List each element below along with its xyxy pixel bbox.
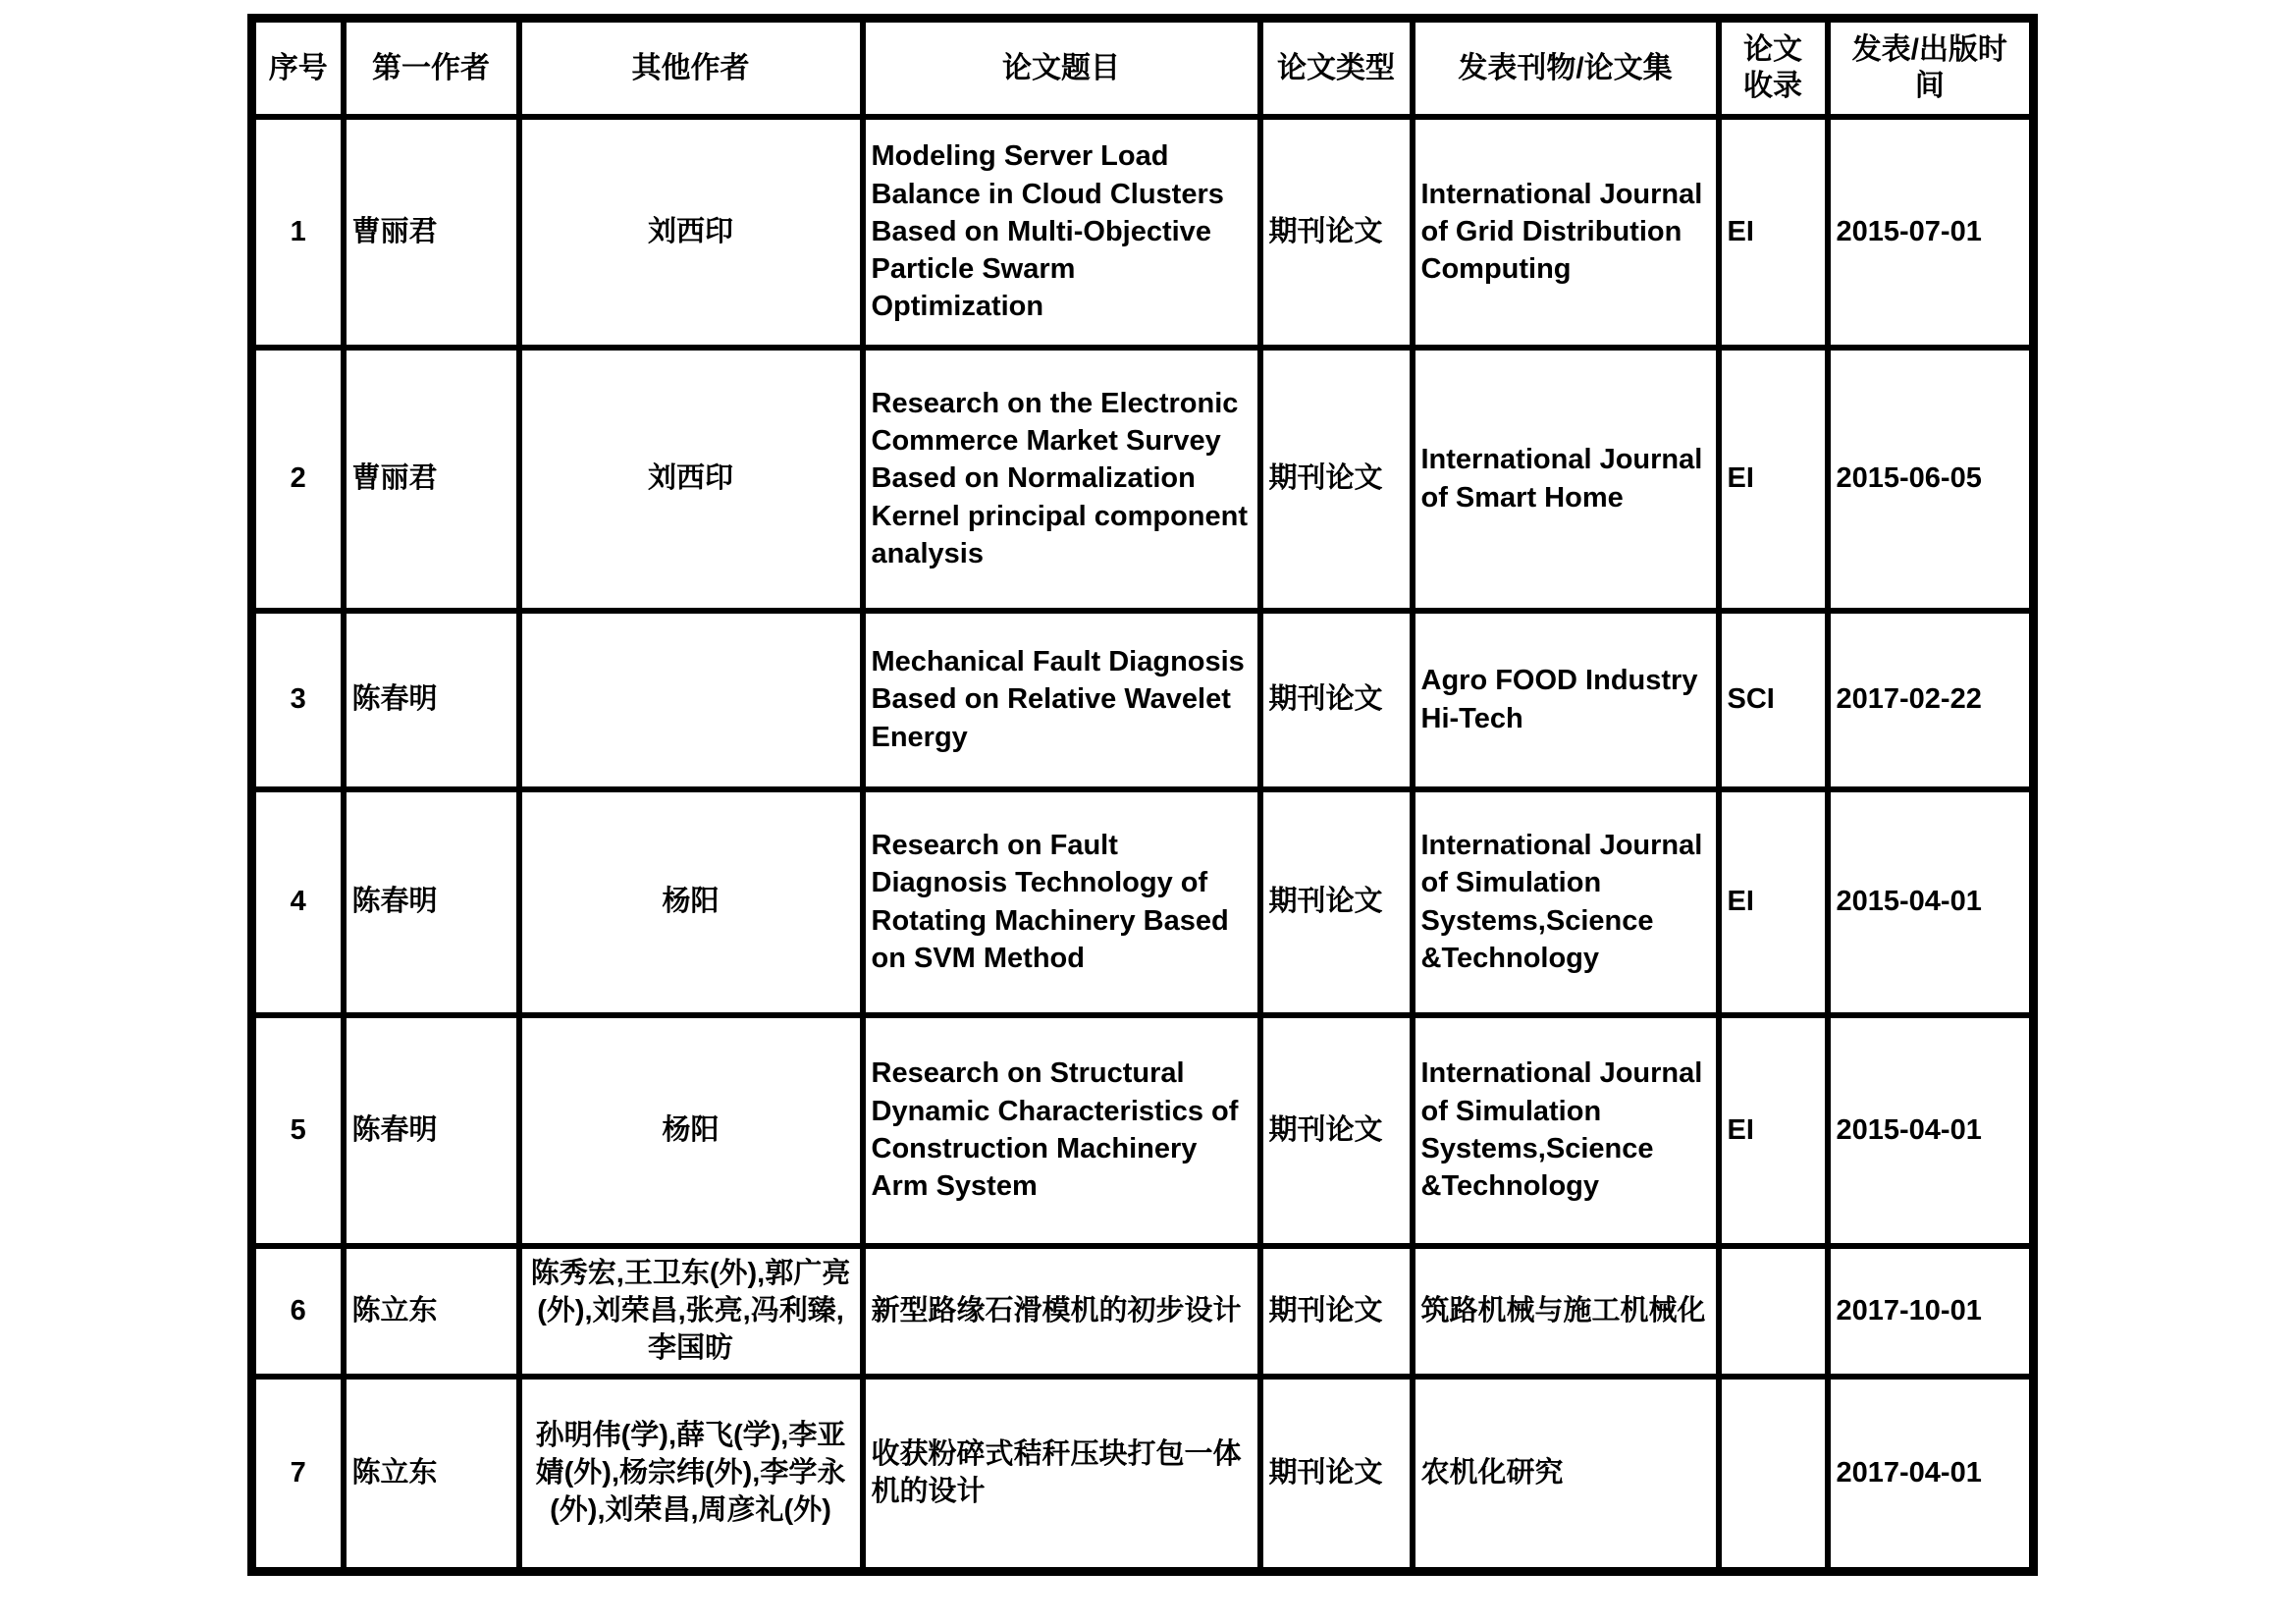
- table-row: [252, 117, 2034, 348]
- cell-seq: 3: [252, 611, 344, 789]
- cell-type: 期刊论文: [1260, 117, 1413, 348]
- cell-seq: 1: [252, 117, 344, 348]
- cell-first-author: 陈春明: [344, 789, 519, 1015]
- cell-title: 收获粉碎式秸秆压块打包一体机的设计: [863, 1377, 1260, 1572]
- column-header-first-author: 第一作者: [344, 19, 519, 117]
- cell-index: EI: [1719, 117, 1828, 348]
- cell-index: [1719, 1377, 1828, 1572]
- cell-title: Modeling Server Load Balance in Cloud Clusters Based on Multi-Objective Particle Swarm Optimization: [863, 117, 1260, 348]
- cell-title: 新型路缘石滑模机的初步设计: [863, 1246, 1260, 1377]
- cell-other-authors: [519, 611, 863, 789]
- cell-seq: 6: [252, 1246, 344, 1377]
- cell-type: 期刊论文: [1260, 611, 1413, 789]
- publications-table: [247, 14, 2038, 1576]
- column-header-date: 发表/出版时间: [1828, 19, 2034, 117]
- cell-date: 2015-04-01: [1828, 1015, 2034, 1246]
- cell-index: EI: [1719, 789, 1828, 1015]
- cell-journal: 农机化研究: [1413, 1377, 1719, 1572]
- column-header-journal: 发表刊物/论文集: [1413, 19, 1719, 117]
- cell-date: 2017-02-22: [1828, 611, 2034, 789]
- table-row: [252, 1377, 2034, 1572]
- column-header-other-authors: 其他作者: [519, 19, 863, 117]
- cell-type: 期刊论文: [1260, 348, 1413, 611]
- cell-other-authors: 陈秀宏,王卫东(外),郭广亮(外),刘荣昌,张亮,冯利臻,李国昉: [519, 1246, 863, 1377]
- column-header-type: 论文类型: [1260, 19, 1413, 117]
- cell-other-authors: 杨阳: [519, 789, 863, 1015]
- cell-type: 期刊论文: [1260, 1015, 1413, 1246]
- table-row: [252, 1246, 2034, 1377]
- cell-other-authors: 杨阳: [519, 1015, 863, 1246]
- cell-other-authors: 刘西印: [519, 348, 863, 611]
- cell-title: Research on the Electronic Commerce Market Survey Based on Normalization Kernel principal component analysis: [863, 348, 1260, 611]
- cell-journal: International Journal of Grid Distribution Computing: [1413, 117, 1719, 348]
- cell-date: 2015-07-01: [1828, 117, 2034, 348]
- cell-first-author: 陈春明: [344, 611, 519, 789]
- cell-title: Research on Fault Diagnosis Technology of Rotating Machinery Based on SVM Method: [863, 789, 1260, 1015]
- cell-seq: 2: [252, 348, 344, 611]
- column-header-seq: 序号: [252, 19, 344, 117]
- cell-date: 2015-04-01: [1828, 789, 2034, 1015]
- cell-title: Research on Structural Dynamic Characteristics of Construction Machinery Arm System: [863, 1015, 1260, 1246]
- cell-other-authors: 刘西印: [519, 117, 863, 348]
- table-row: [252, 789, 2034, 1015]
- cell-index: EI: [1719, 348, 1828, 611]
- cell-date: 2017-04-01: [1828, 1377, 2034, 1572]
- cell-first-author: 曹丽君: [344, 348, 519, 611]
- cell-seq: 5: [252, 1015, 344, 1246]
- table-row: [252, 1015, 2034, 1246]
- cell-type: 期刊论文: [1260, 1377, 1413, 1572]
- cell-first-author: 陈立东: [344, 1377, 519, 1572]
- cell-date: 2015-06-05: [1828, 348, 2034, 611]
- cell-first-author: 曹丽君: [344, 117, 519, 348]
- cell-journal: International Journal of Simulation Systems,Science &Technology: [1413, 1015, 1719, 1246]
- cell-type: 期刊论文: [1260, 1246, 1413, 1377]
- table-row: [252, 348, 2034, 611]
- cell-seq: 4: [252, 789, 344, 1015]
- cell-date: 2017-10-01: [1828, 1246, 2034, 1377]
- cell-journal: International Journal of Simulation Systems,Science &Technology: [1413, 789, 1719, 1015]
- cell-index: SCI: [1719, 611, 1828, 789]
- cell-first-author: 陈立东: [344, 1246, 519, 1377]
- column-header-index: 论文收录: [1719, 19, 1828, 117]
- cell-seq: 7: [252, 1377, 344, 1572]
- header-row: [252, 19, 2034, 117]
- cell-journal: Agro FOOD Industry Hi-Tech: [1413, 611, 1719, 789]
- table-row: [252, 611, 2034, 789]
- cell-first-author: 陈春明: [344, 1015, 519, 1246]
- cell-journal: International Journal of Smart Home: [1413, 348, 1719, 611]
- cell-journal: 筑路机械与施工机械化: [1413, 1246, 1719, 1377]
- cell-index: EI: [1719, 1015, 1828, 1246]
- cell-title: Mechanical Fault Diagnosis Based on Relative Wavelet Energy: [863, 611, 1260, 789]
- cell-index: [1719, 1246, 1828, 1377]
- column-header-title: 论文题目: [863, 19, 1260, 117]
- cell-type: 期刊论文: [1260, 789, 1413, 1015]
- cell-other-authors: 孙明伟(学),薛飞(学),李亚婧(外),杨宗纬(外),李学永(外),刘荣昌,周彦礼(外): [519, 1377, 863, 1572]
